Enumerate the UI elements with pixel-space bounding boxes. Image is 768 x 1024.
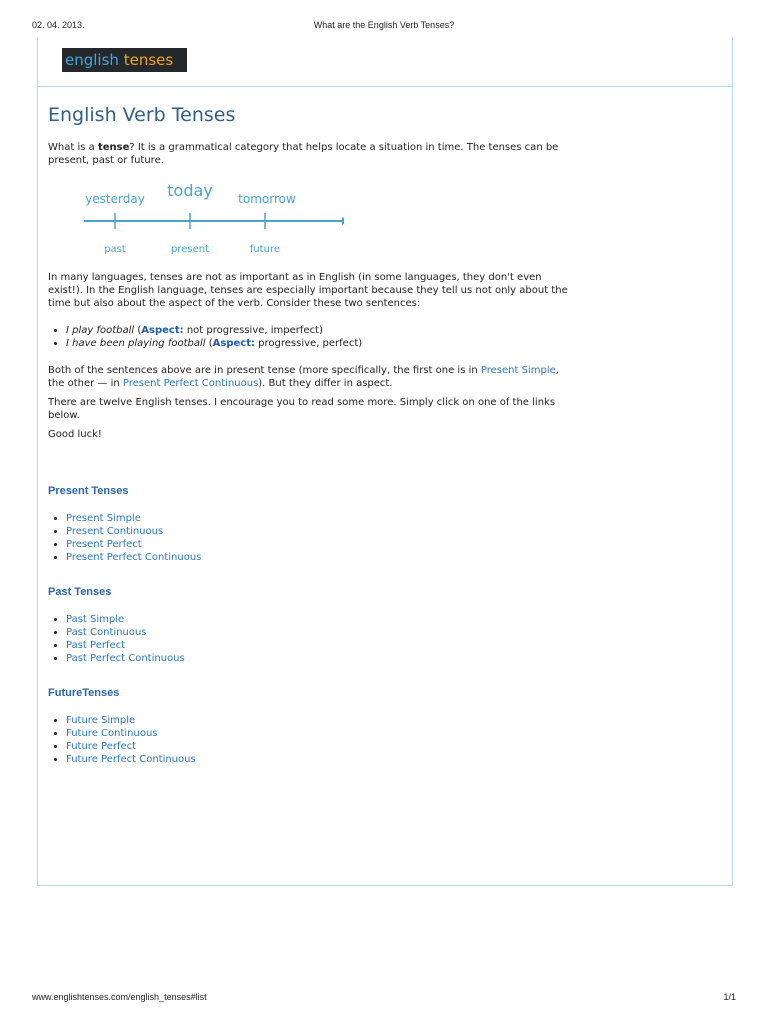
paragraph3-part1: Both of the sentences above are in present tense (more specifically, the first one is in xyxy=(48,365,481,376)
link-past-continuous[interactable]: Past Continuous xyxy=(66,627,147,638)
aspect-label: Aspect: xyxy=(212,338,255,349)
list-item xyxy=(66,740,578,753)
timeline-arrowhead xyxy=(342,217,344,225)
aspect-label: Aspect: xyxy=(141,325,184,336)
print-date: 02. 04. 2013. xyxy=(32,20,85,30)
logo-word-english: english xyxy=(65,51,119,69)
timeline-label-past: past xyxy=(104,244,126,255)
example-sentences xyxy=(48,324,578,350)
aspect-value: progressive, perfect xyxy=(258,338,359,349)
link-present-continuous[interactable]: Present Continuous xyxy=(66,526,164,537)
intro-text-before: What is a xyxy=(48,142,98,153)
list-item xyxy=(66,626,578,639)
example-item: • I play football (Aspect: not progressive, imperfect) xyxy=(66,324,578,337)
list-item xyxy=(66,538,578,551)
link-future-continuous[interactable]: Future Continuous xyxy=(66,728,158,739)
present-tenses-list xyxy=(48,512,578,564)
timeline-label-present: present xyxy=(170,244,210,255)
paragraph3-part3: ). But they differ in aspect. xyxy=(258,378,393,389)
print-url: www.englishtenses.com/english_tenses#list xyxy=(32,992,207,1002)
paragraph3-part2: , the other — in xyxy=(48,365,559,389)
print-page-count: 1/1 xyxy=(723,992,736,1002)
section-title-present: Present Tenses xyxy=(48,485,129,497)
aspect-value: not progressive, imperfect xyxy=(186,325,319,336)
content-panel xyxy=(37,86,733,886)
section-title-future: FutureTenses xyxy=(48,687,120,699)
link-past-perfect[interactable]: Past Perfect xyxy=(66,640,126,651)
list-item xyxy=(66,639,578,652)
site-logo[interactable] xyxy=(62,48,187,72)
list-item xyxy=(66,753,578,766)
future-tenses-list xyxy=(48,714,578,766)
link-present-perfect-continuous[interactable]: Present Perfect Continuous xyxy=(66,552,202,563)
list-item xyxy=(66,551,578,564)
link-present-perfect[interactable]: Present Perfect xyxy=(66,539,142,550)
timeline-label-future: future xyxy=(249,244,281,255)
logo-word-tenses: tenses xyxy=(123,51,174,69)
print-header xyxy=(32,20,736,34)
timeline-label-today: today xyxy=(167,181,213,200)
link-future-simple[interactable]: Future Simple xyxy=(66,715,136,726)
example-sentence: I play football xyxy=(66,325,135,336)
timeline-label-yesterday: yesterday xyxy=(85,192,145,206)
paragraph-tense-importance: In many languages, tenses are not as important as in English (in some languages, they don't even exist!). In the English language, tenses are especially important because they tell us not only about the time but also about the aspect of the verb. Consider these two sentences: xyxy=(48,272,568,309)
paragraph-present-tense xyxy=(48,364,578,390)
list-item xyxy=(66,512,578,525)
link-past-perfect-continuous[interactable]: Past Perfect Continuous xyxy=(66,653,185,664)
past-tenses-list xyxy=(48,613,578,665)
list-item xyxy=(66,727,578,740)
link-future-perfect[interactable]: Future Perfect xyxy=(66,741,137,752)
paragraph-good-luck: Good luck! xyxy=(48,429,102,440)
page-title: English Verb Tenses xyxy=(48,104,236,126)
list-item xyxy=(66,714,578,727)
link-future-perfect-continuous[interactable]: Future Perfect Continuous xyxy=(66,754,196,765)
intro-paragraph xyxy=(48,141,578,167)
link-present-simple[interactable]: Present Simple xyxy=(66,513,141,524)
example-item: • I have been playing football (Aspect: progressive, perfect) xyxy=(66,337,578,350)
list-item xyxy=(66,613,578,626)
link-present-perfect-continuous-inline[interactable]: Present Perfect Continuous xyxy=(122,378,259,389)
print-footer xyxy=(32,992,736,1006)
link-present-simple-inline[interactable]: Present Simple xyxy=(480,365,556,376)
timeline-label-tomorrow: tomorrow xyxy=(238,192,296,206)
list-item xyxy=(66,525,578,538)
example-sentence: I have been playing football xyxy=(66,338,206,349)
article xyxy=(48,103,578,766)
section-title-past: Past Tenses xyxy=(48,586,112,598)
print-page-title: What are the English Verb Tenses? xyxy=(313,20,455,30)
link-past-simple[interactable]: Past Simple xyxy=(66,614,125,625)
intro-text-after: ? It is a grammatical category that helps locate a situation in time. The tenses can be present, past or future. xyxy=(48,142,559,166)
intro-bold-tense: tense xyxy=(97,142,130,153)
timeline-diagram xyxy=(84,181,344,261)
list-item xyxy=(66,652,578,665)
paragraph-twelve-tenses: There are twelve English tenses. I encourage you to read some more. Simply click on one of the links below. xyxy=(48,397,556,421)
